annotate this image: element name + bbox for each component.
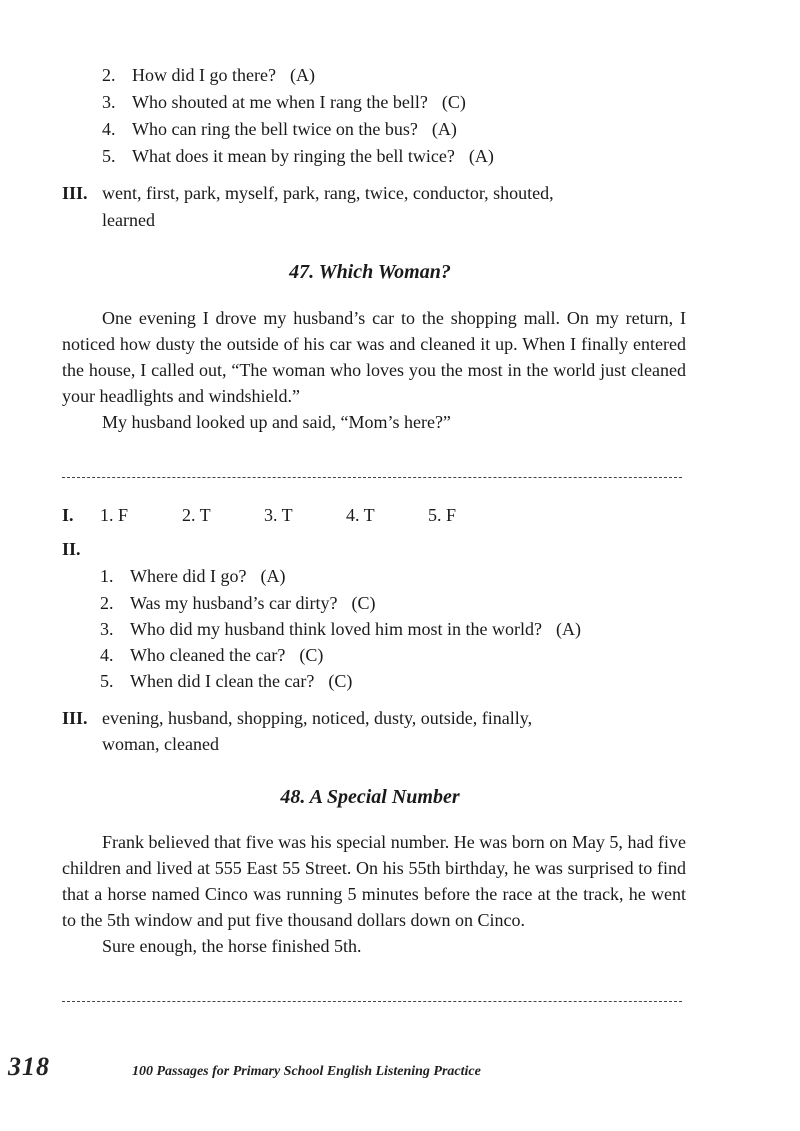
passage-paragraph: Sure enough, the horse finished 5th. xyxy=(102,936,362,956)
list-item: 5. What does it mean by ringing the bell twice? (A) xyxy=(102,146,494,166)
true-false-answers xyxy=(100,502,510,528)
passage xyxy=(62,305,686,435)
page-number: 318 xyxy=(8,1052,50,1081)
tf-answer: 3. T xyxy=(264,505,293,525)
list-item: 4. Who can ring the bell twice on the bus? (A) xyxy=(102,119,457,139)
list-item: 5. When did I clean the car? (C) xyxy=(100,671,353,691)
tf-answer: 1. F xyxy=(100,505,129,525)
section-label: I. xyxy=(62,505,74,525)
list-item: 2. How did I go there? (A) xyxy=(102,65,315,85)
word-list: woman, cleaned xyxy=(102,734,219,754)
passage xyxy=(62,829,686,959)
list-item: 3. Who did my husband think loved him most in the world? (A) xyxy=(100,619,581,639)
dashed-divider xyxy=(62,477,682,478)
lesson-title: 48. A Special Number xyxy=(280,786,460,808)
list-item: 2. Was my husband’s car dirty? (C) xyxy=(100,593,376,613)
section-label: II. xyxy=(62,539,81,559)
word-list: learned xyxy=(102,210,155,230)
passage-paragraph: Frank believed that five was his special number. He was born on May 5, had five children and lived at 555 East 55 Street. On his 55th birthday, he was surprised to find that a horse named Cinco was running 5 minutes before the race at the track, he went to the 5th window and put five thousand dollars down on Cinco. xyxy=(62,832,686,930)
list-item: 4. Who cleaned the car? (C) xyxy=(100,645,324,665)
lesson-title: 47. Which Woman? xyxy=(289,261,451,283)
section-label: III. xyxy=(62,183,88,203)
tf-answer: 5. F xyxy=(428,505,457,525)
section-label: III. xyxy=(62,708,88,728)
passage-paragraph: One evening I drove my husband’s car to the shopping mall. On my return, I noticed how dusty the outside of his car was and cleaned it up. When I finally entered the house, I called out, “The woman who loves you the most in the world just cleaned your headlights and windshield.” xyxy=(62,308,686,406)
word-list: went, first, park, myself, park, rang, twice, conductor, shouted, xyxy=(102,183,554,203)
dashed-divider xyxy=(62,1001,682,1002)
word-list: evening, husband, shopping, noticed, dusty, outside, finally, xyxy=(102,708,533,728)
passage-paragraph: My husband looked up and said, “Mom’s here?” xyxy=(102,412,451,432)
tf-answer: 4. T xyxy=(346,505,375,525)
list-item: 1. Where did I go? (A) xyxy=(100,566,286,586)
running-footer-title: 100 Passages for Primary School English Listening Practice xyxy=(132,1064,481,1079)
list-item: 3. Who shouted at me when I rang the bell? (C) xyxy=(102,92,466,112)
tf-answer: 2. T xyxy=(182,505,211,525)
